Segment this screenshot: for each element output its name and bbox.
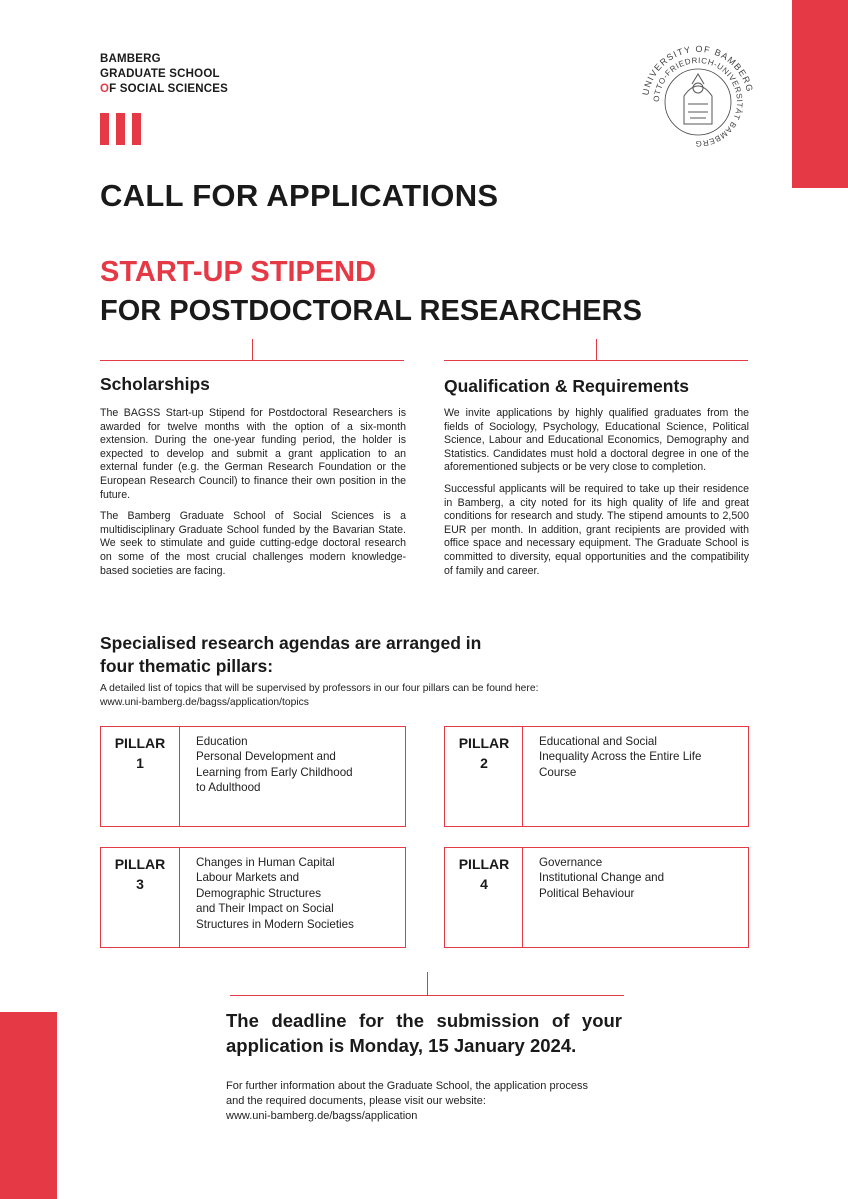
pillar-box-4 <box>444 847 749 948</box>
pillar-label-2: PILLAR 2 <box>458 735 510 771</box>
pillar-label-1: PILLAR 1 <box>114 735 166 771</box>
deadline-text: The deadline for the submission of your application is Monday, 15 January 2024. <box>226 1010 622 1056</box>
subtitle-red: START-UP STIPEND <box>100 256 377 288</box>
divider-bottom <box>230 995 624 996</box>
pillar-text-2: Educational and Social Inequality Across the Entire Life Course <box>539 735 702 779</box>
scholarships-paragraph-2: The Bamberg Graduate School of Social Sciences is a multidisciplinary Graduate School funded by the Bavarian State. We seek to stimulate and guide cutting-edge doctoral research on some of the most crucial challenges modern knowledge-based societies are facing. <box>100 510 406 577</box>
brand-line-1: BAMBERG <box>100 53 161 65</box>
brand-line-3 <box>100 82 228 97</box>
pillars-topics-link[interactable]: www.uni-bamberg.de/bagss/application/topics <box>100 697 309 708</box>
footer-line-1: For further information about the Graduate School, the application process <box>226 1080 588 1092</box>
pillar-box-1 <box>100 726 406 827</box>
pillar-label-3: PILLAR 3 <box>114 856 166 892</box>
qualification-text <box>444 407 749 586</box>
pillar-text-4: Governance Institutional Change and Political Behaviour <box>539 856 665 900</box>
pillar-text-3: Changes in Human Capital Labour Markets and Demographic Structures and Their Impact on Social Structures in Modern Societies <box>196 856 354 931</box>
divider-left <box>100 360 404 361</box>
university-seal-icon <box>640 44 756 160</box>
scholarships-text <box>100 407 406 586</box>
divider-bottom-tick <box>427 972 428 995</box>
seal-outer-text: UNIVERSITY OF BAMBERG <box>640 44 756 97</box>
pillars-heading: Specialised research agendas are arranged in four thematic pillars: <box>100 633 482 676</box>
svg-text:OTTO-FRIEDRICH-UNIVERSITÄT BAM <box>652 56 744 148</box>
brand-bars-icon <box>100 113 141 145</box>
pillars-intro <box>100 682 620 710</box>
qualification-paragraph-1: We invite applications by highly qualified graduates from the fields of Sociology, Psychology, Educational Science, Political Science, Labour and Educational Economics, Demography and Statistics. Candidates must hold a doctoral degree in one of the aforementioned subjects or be very close to completion. <box>444 407 749 474</box>
pillar-box-2 <box>444 726 749 827</box>
pillar-box-3 <box>100 847 406 948</box>
pillar-label-4: PILLAR 4 <box>458 856 510 892</box>
footer-application-link[interactable]: www.uni-bamberg.de/bagss/application <box>226 1110 418 1123</box>
brand-line-2: GRADUATE SCHOOL <box>100 68 220 80</box>
pillars-intro-text: A detailed list of topics that will be supervised by professors in our four pillars can be found here: <box>100 683 539 694</box>
qualification-paragraph-2: Successful applicants will be required to take up their residence in Bamberg, a city noted for its high quality of life and great conditions for research and study. The stipend amounts to 2,500 EUR per month. In addition, grant recipients are provided with office space and necessary equipment. The Graduate School is committed to diversity, equal opportunities and the compatibility of family and career. <box>444 482 749 577</box>
qualification-heading: Qualification & Requirements <box>444 376 690 396</box>
red-corner-block-bottom <box>0 1012 57 1199</box>
subtitle-black: FOR POSTDOCTORAL RESEARCHERS <box>100 295 642 327</box>
page-title: CALL FOR APPLICATIONS <box>100 178 499 213</box>
brand-line-3-rest: F SOCIAL SCIENCES <box>109 83 228 95</box>
seal-ring-text: OTTO-FRIEDRICH-UNIVERSITÄT BAMBERG <box>651 55 745 149</box>
divider-left-tick <box>252 339 253 360</box>
pillar-text-1: Education Personal Development and Learning from Early Childhood to Adulthood <box>196 735 353 795</box>
red-corner-block-top <box>792 0 848 188</box>
brand-logo <box>100 52 228 97</box>
divider-right-tick <box>596 339 597 360</box>
divider-right <box>444 360 748 361</box>
scholarships-heading: Scholarships <box>100 374 210 394</box>
scholarships-paragraph-1: The BAGSS Start-up Stipend for Postdoctoral Researchers is awarded for twelve months with the option of a six-month extension. During the one-year funding period, the holder is expected to develop and submit a grant application to an external funder (e.g. the German Research Foundation or the European Research Council) to finance their own position in the future. <box>100 407 406 501</box>
footer-info <box>226 1079 646 1125</box>
footer-line-2: and the required documents, please visit our website: <box>226 1095 486 1108</box>
brand-accent-letter: O <box>100 83 110 95</box>
